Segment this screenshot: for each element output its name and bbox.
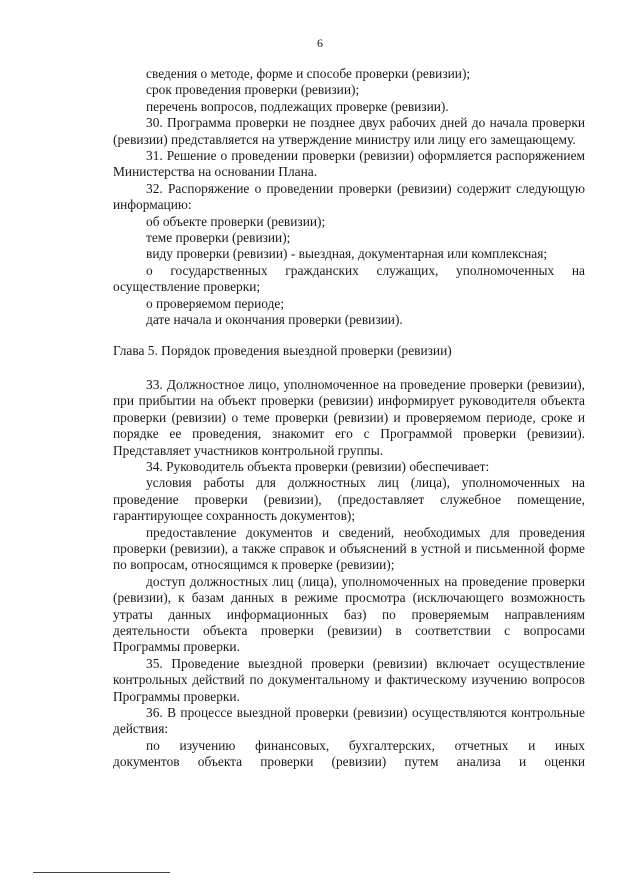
footnote-divider bbox=[33, 872, 170, 873]
list-item: предоставление документов и сведений, необходимых для проведения проверки (ревизии), а также справок и объяснений в устной и письменной форме по вопросам, относящимся к проверке (ревизии); bbox=[113, 524, 585, 573]
list-item: теме проверки (ревизии); bbox=[146, 230, 291, 246]
list-item: по изучению финансовых, бухгалтерских, отчетных и иных bbox=[146, 737, 585, 753]
paragraph-32: 32. Распоряжение о проведении проверки (ревизии) содержит следующую информацию: bbox=[113, 180, 585, 213]
list-item: сведения о методе, форме и способе проверки (ревизии); bbox=[146, 66, 471, 81]
list-item: о проверяемом периоде; bbox=[146, 295, 285, 311]
list-item-continuation: документов объекта проверки (ревизии) путем анализа и оценки bbox=[113, 754, 585, 770]
list-item: срок проведения проверки (ревизии); bbox=[146, 82, 360, 98]
list-item: о государственных гражданских служащих, уполномоченных на осуществление проверки; bbox=[113, 262, 585, 295]
paragraph-34: 34. Руководитель объекта проверки (ревизии) обеспечивает: bbox=[146, 458, 490, 474]
paragraph-36: 36. В процессе выездной проверки (ревизии) осуществляются контрольные действия: bbox=[113, 705, 585, 737]
chapter-heading: Глава 5. Порядок проведения выездной проверки (ревизии) bbox=[113, 342, 452, 358]
list-item: доступ должностных лиц (лица), уполномоченных на проведение проверки (ревизии), к базам данных в режиме просмотра (исключающего возможность утраты данных информационных баз) по проверяемым направлениям деятельности объекта проверки (ревизии) в соответствии с вопросами Программы проверки. bbox=[113, 573, 585, 655]
list-item: об объекте проверки (ревизии); bbox=[146, 213, 326, 229]
list-item: перечень вопросов, подлежащих проверке (ревизии). bbox=[146, 98, 449, 114]
paragraph-33: 33. Должностное лицо, уполномоченное на проведение проверки (ревизии), при прибытии на объект проверки (ревизии) информирует руководителя объекта проверки (ревизии) о теме проверки (ревизии) и проверяемом периоде, сроке и порядке ее проведения, знакомит его с Программой проверки (ревизии). Представляет участников контрольной группы. bbox=[113, 376, 585, 458]
page-number: 6 bbox=[317, 36, 323, 50]
document-body bbox=[113, 66, 585, 771]
paragraph-31: 31. Решение о проведении проверки (ревизии) оформляется распоряжением Министерства на основании Плана. bbox=[113, 148, 585, 180]
list-item: дате начала и окончания проверки (ревизии). bbox=[146, 312, 403, 328]
paragraph-35: 35. Проведение выездной проверки (ревизии) включает осуществление контрольных действий по документальному и фактическому изучению вопросов Программы проверки. bbox=[113, 655, 585, 704]
list-item: условия работы для должностных лиц (лица), уполномоченных на проведение проверки (ревизии), (предоставляет служебное помещение, гарантирующее сохранность документов); bbox=[113, 475, 585, 524]
list-item: виду проверки (ревизии) - выездная, документарная или комплексная; bbox=[146, 246, 548, 262]
paragraph-30: 30. Программа проверки не позднее двух рабочих дней до начала проверки (ревизии) представляется на утверждение министру или лицу его замещающему. bbox=[113, 115, 585, 147]
